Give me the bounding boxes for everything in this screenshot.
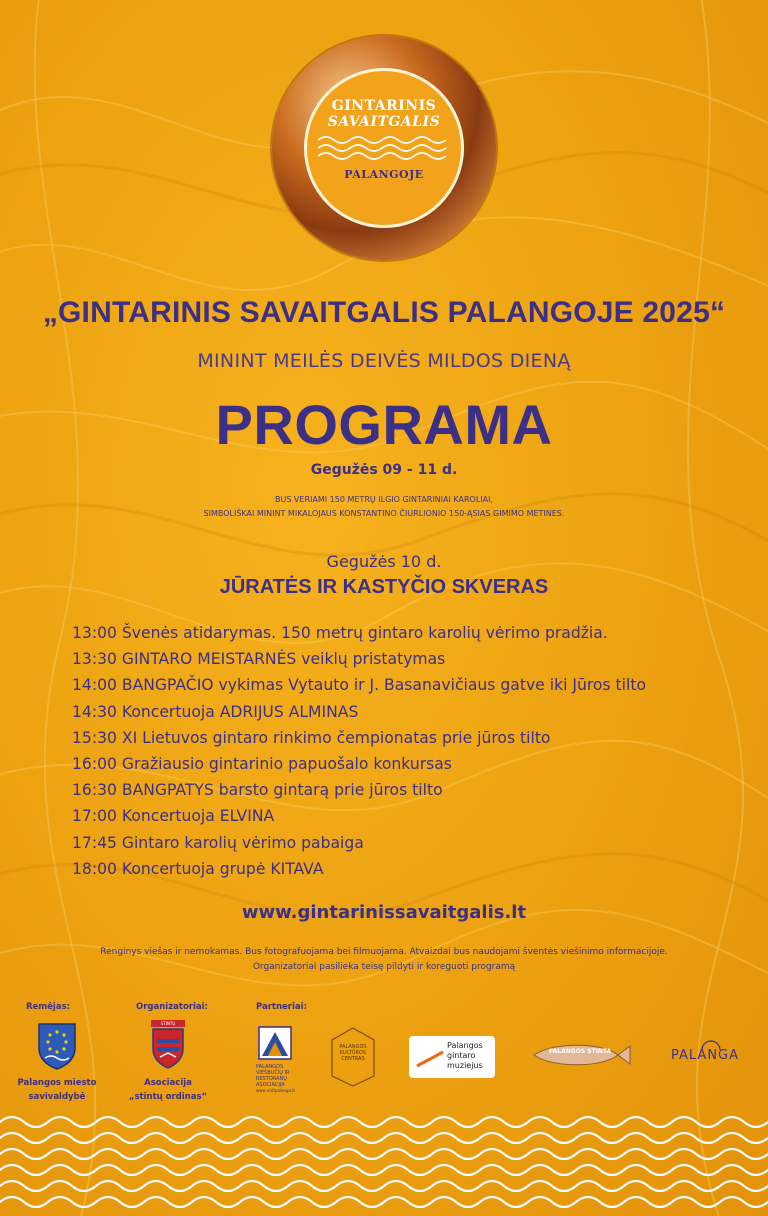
bottom-waves-decoration [0, 1108, 768, 1216]
restaurants-association-name: PALANGOS VIEŠBUČIŲ IR RESTORANŲ ASOCIACIJA [256, 1064, 290, 1088]
supporter-name-line1: Palangos miesto [17, 1078, 97, 1088]
event-note [0, 493, 768, 521]
schedule-item: 17:00 Koncertuoja ELVINA [72, 807, 275, 826]
restaurants-association-url: www.visitpalanga.lt [256, 1088, 295, 1093]
logo-text-line3: PALANGOJE [344, 168, 424, 181]
amber-museum-name-line2: gintaro [447, 1051, 476, 1060]
stinta-name: PALANGOS STINTA [548, 1048, 612, 1055]
amber-museum-name [447, 1041, 483, 1071]
logo-waves-icon [314, 134, 454, 164]
partners-label: Partneriai: [256, 1002, 307, 1012]
organizer-name [122, 1076, 214, 1104]
venue-heading: JŪRATĖS IR KASTYČIO SKVERAS [219, 576, 549, 598]
stinta-fish-logo-icon [532, 1042, 632, 1068]
event-dates: Gegužės 09 - 11 d. [310, 462, 458, 478]
amber-museum-stroke-icon [415, 1048, 445, 1068]
schedule-item: 16:30 BANGPATYS barsto gintarą prie jūros tilto [72, 781, 443, 800]
organizer-name-line2: „stintų ordinas“ [128, 1092, 208, 1102]
culture-centre-name: PALANGOS KULTŪROS CENTRAS [339, 1044, 367, 1062]
supporter-name [14, 1076, 100, 1104]
footer-fine-print [0, 945, 768, 975]
supporter-name-line2: savivaldybė [28, 1092, 86, 1102]
day-date: Gegužės 10 d. [326, 552, 442, 571]
schedule-item: 13:00 Švenės atidarymas. 150 metrų gintaro karolių vėrimo pradžia. [72, 624, 608, 642]
amber-museum-name-line3: muziejus [447, 1061, 483, 1070]
event-title: „GINTARINIS SAVAITGALIS PALANGOJE 2025“ [42, 296, 726, 329]
schedule-item: 15:30 XI Lietuvos gintaro rinkimo čempionatas prie jūros tilto [72, 728, 551, 747]
event-subtitle: MININT MEILĖS DEIVĖS MILDOS DIENĄ [197, 350, 571, 372]
event-note-line2: SIMBOLIŠKAI MININT MIKALOJAUS KONSTANTINO ČIURLIONIO 150-ĄSIAS GIMIMO METINES. [203, 509, 565, 518]
amber-museum-name-line1: Palangos [447, 1041, 483, 1050]
amber-museum-logo [409, 1036, 495, 1078]
stintu-ordinas-shield-icon [151, 1027, 185, 1069]
supporter-label: Remėjas: [26, 1002, 71, 1012]
schedule-item: 14:00 BANGPAČIO vykimas Vytauto ir J. Basanavičiaus gatve iki Jūros tilto [72, 676, 646, 695]
fine-print-line1: Renginys viešas ir nemokamas. Bus fotografuojama bei filmuojama. Atvaizdai bus naudojami šventės viešinimo informacijoje. [100, 947, 668, 957]
fine-print-line2: Organizatoriai pasilieka teisę pildyti ir koreguoti programą [252, 962, 516, 972]
logo-text-line2: SAVAITGALIS [327, 114, 441, 130]
organizer-badge-banner: STINTŲ [151, 1020, 185, 1027]
schedule-list [72, 620, 646, 882]
organizer-name-line1: Asociacija [144, 1078, 192, 1088]
palanga-wordmark: PALANGA [670, 1048, 740, 1063]
schedule-item: 18:00 Koncertuoja grupė KITAVA [72, 859, 324, 878]
organizers-label: Organizatoriai: [136, 1002, 208, 1012]
logo-text-line1: GINTARINIS [331, 98, 437, 114]
programa-heading: PROGRAMA [215, 393, 553, 456]
event-note-line1: BUS VERIAMI 150 METRŲ ILGIO GINTARINIAI KAROLIAI, [274, 495, 494, 504]
schedule-item: 16:00 Gražiausio gintarinio papuošalo konkursas [72, 754, 452, 773]
website-link[interactable]: www.gintarinissavaitgalis.lt [241, 902, 527, 923]
schedule-item: 17:45 Gintaro karolių vėrimo pabaiga [72, 833, 364, 852]
palanga-coat-of-arms-icon [37, 1022, 77, 1070]
schedule-item: 14:30 Koncertuoja ADRIJUS ALMINAS [72, 702, 359, 721]
restaurants-association-logo-icon [258, 1026, 292, 1060]
schedule-item: 13:30 GINTARO MEISTARNĖS veiklų pristatymas [72, 650, 446, 669]
